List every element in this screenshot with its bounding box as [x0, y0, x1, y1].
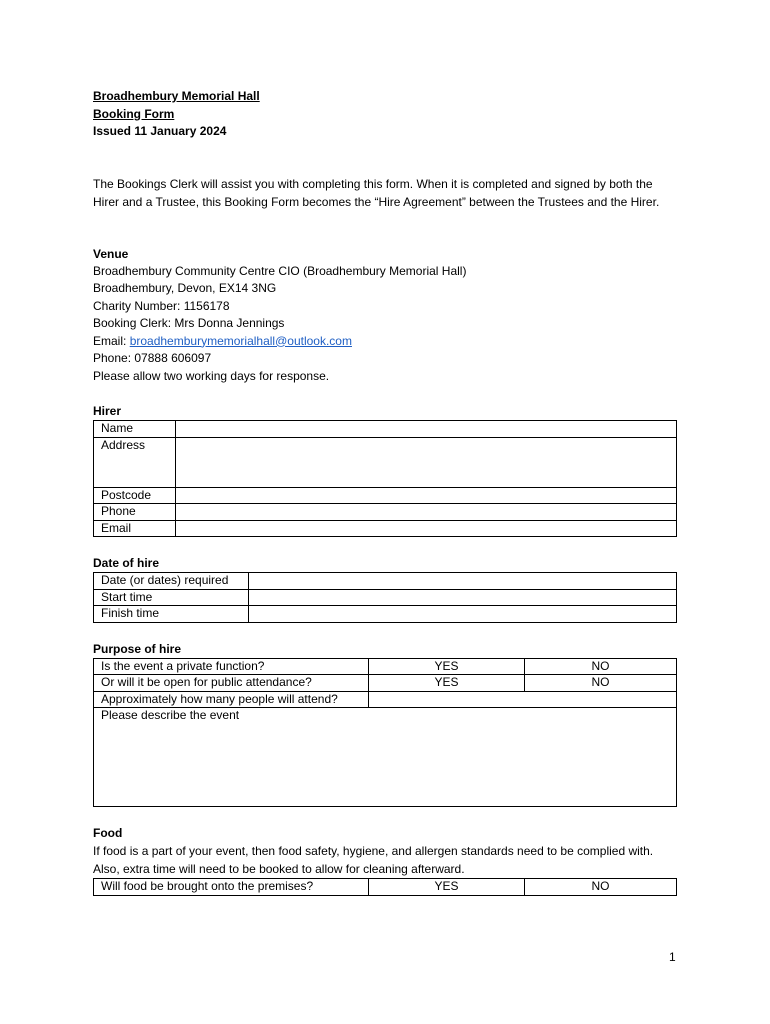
issued-date: Issued 11 January 2024: [93, 124, 227, 138]
hirer-email-field[interactable]: [176, 520, 677, 537]
table-row: [94, 879, 677, 896]
table-row: [94, 520, 677, 537]
q-public-label: Or will it be open for public attendance?: [94, 675, 369, 692]
hirer-label-postcode: Postcode: [94, 487, 176, 504]
purpose-section: [93, 641, 677, 808]
date-label-dates: Date (or dates) required: [94, 573, 249, 590]
start-time-field[interactable]: [249, 589, 677, 606]
hirer-table: [93, 420, 677, 537]
booking-form-page: [93, 88, 677, 896]
date-label-start: Start time: [94, 589, 249, 606]
org-name: Broadhembury Memorial Hall: [93, 89, 260, 103]
purpose-title: Purpose of hire: [93, 641, 182, 656]
food-title: Food: [93, 826, 123, 840]
document-header: [93, 88, 677, 141]
table-row: [94, 708, 677, 807]
table-row: [94, 421, 677, 438]
hirer-title: Hirer: [93, 404, 122, 418]
food-text: If food is a part of your event, then food safety, hygiene, and allergen standards need to be complied with. Also, extra time will need to be booked to allow for cleaning afterward.: [93, 844, 654, 876]
venue-section: [93, 245, 677, 386]
table-row: [94, 691, 677, 708]
private-yes-option[interactable]: YES: [369, 658, 525, 675]
hirer-label-name: Name: [94, 421, 176, 438]
hirer-phone-field[interactable]: [176, 504, 677, 521]
form-title: Booking Form: [93, 106, 175, 121]
date-required-field[interactable]: [249, 573, 677, 590]
public-no-option[interactable]: NO: [525, 675, 677, 692]
describe-event-label: Please describe the event: [101, 708, 240, 722]
page-number: 1: [669, 950, 676, 964]
people-count-field[interactable]: [369, 691, 677, 708]
intro-paragraph: The Bookings Clerk will assist you with completing this form. When it is completed and signed by both the Hirer and a Trustee, this Booking Form becomes the “Hire Agreement” between the Trustees and the Hirer.: [93, 176, 660, 209]
q-people-label: Approximately how many people will attend?: [94, 691, 369, 708]
venue-line2: Broadhembury, Devon, EX14 3NG: [93, 281, 277, 295]
booking-clerk: Booking Clerk: Mrs Donna Jennings: [93, 316, 285, 330]
charity-number: Charity Number: 1156178: [93, 298, 230, 313]
table-row: [94, 504, 677, 521]
describe-event-field[interactable]: [94, 708, 677, 807]
table-row: [94, 675, 677, 692]
table-row: [94, 606, 677, 623]
date-table: [93, 572, 677, 623]
food-yes-option[interactable]: YES: [369, 879, 525, 896]
table-row: [94, 573, 677, 590]
table-row: [94, 658, 677, 675]
response-note: Please allow two working days for response.: [93, 368, 330, 383]
food-table: [93, 878, 677, 896]
hirer-name-field[interactable]: [176, 421, 677, 438]
food-no-option[interactable]: NO: [525, 879, 677, 896]
hirer-postcode-field[interactable]: [176, 487, 677, 504]
date-section: [93, 555, 677, 623]
venue-phone: Phone: 07888 606097: [93, 351, 212, 365]
food-section: [93, 825, 677, 896]
finish-time-field[interactable]: [249, 606, 677, 623]
hirer-label-address: Address: [94, 437, 176, 487]
hirer-label-phone: Phone: [94, 504, 176, 521]
email-link[interactable]: broadhemburymemorialhall@outlook.com: [129, 333, 352, 348]
table-row: [94, 437, 677, 487]
purpose-table: [93, 658, 677, 808]
date-title: Date of hire: [93, 556, 160, 570]
private-no-option[interactable]: NO: [525, 658, 677, 675]
q-food-label: Will food be brought onto the premises?: [94, 879, 369, 896]
venue-line1: Broadhembury Community Centre CIO (Broadhembury Memorial Hall): [93, 263, 467, 278]
table-row: [94, 487, 677, 504]
hirer-label-email: Email: [94, 520, 176, 537]
public-yes-option[interactable]: YES: [369, 675, 525, 692]
date-label-finish: Finish time: [94, 606, 249, 623]
email-label: Email:: [93, 333, 130, 348]
q-private-label: Is the event a private function?: [94, 658, 369, 675]
hirer-address-field[interactable]: [176, 437, 677, 487]
venue-email: [93, 333, 677, 351]
hirer-section: [93, 403, 677, 537]
venue-title: Venue: [93, 246, 129, 261]
table-row: [94, 589, 677, 606]
